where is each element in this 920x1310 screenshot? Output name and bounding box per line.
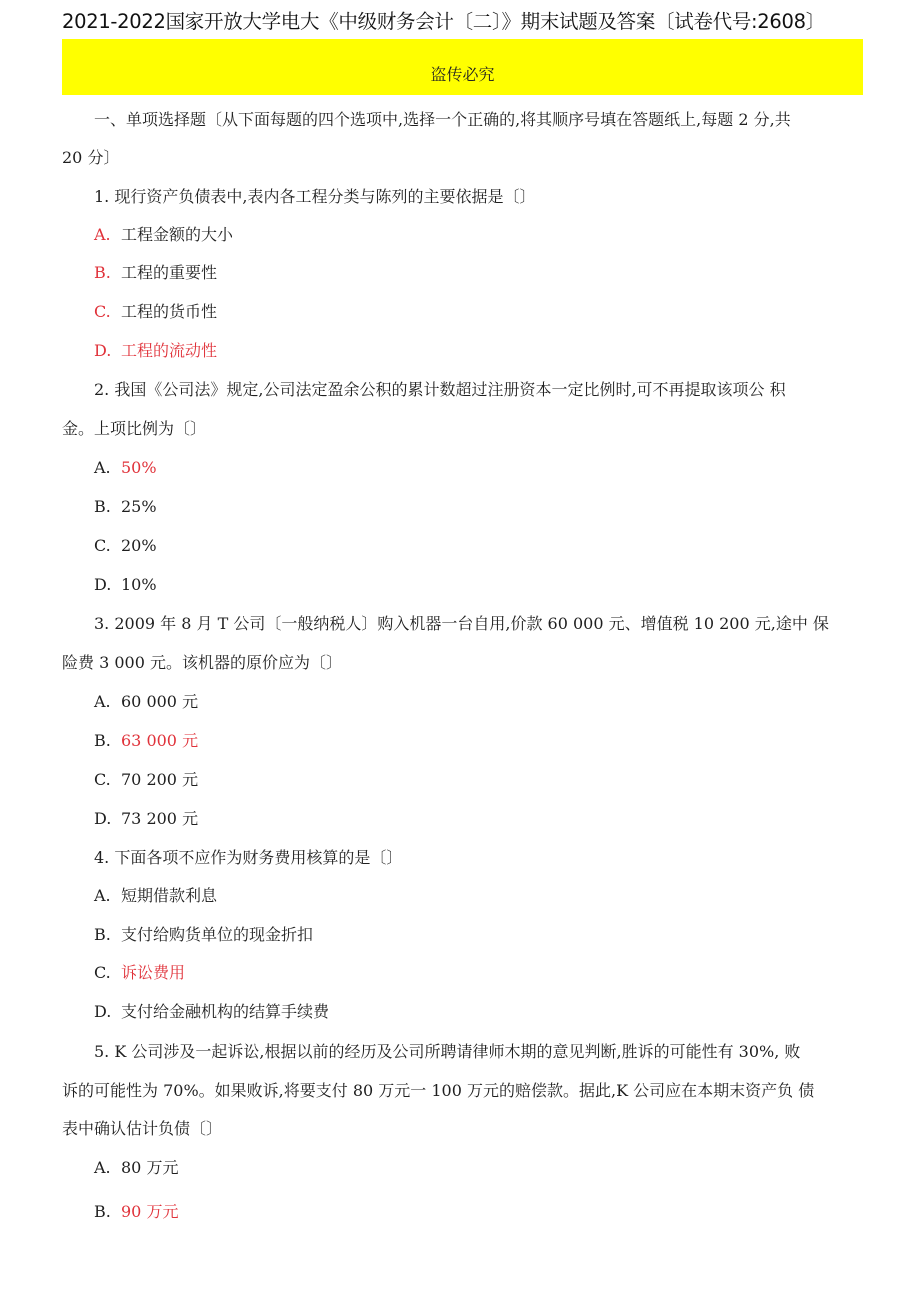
question-3-option-c bbox=[94, 769, 198, 791]
question-2-stem-line2: 金。上项比例为〔〕 bbox=[62, 419, 207, 438]
question-5-option-a bbox=[94, 1157, 178, 1179]
option-text: 60 000 元 bbox=[121, 692, 199, 711]
option-text: 10% bbox=[121, 575, 157, 594]
option-text: 工程的重要性 bbox=[121, 263, 218, 282]
watermark-banner bbox=[62, 39, 863, 95]
question-1-option-b bbox=[94, 262, 217, 284]
question-3-stem-line1: 3. 2009 年 8 月 T 公司〔一般纳税人〕购入机器一台自用,价款 60 000 元、增值税 10 200 元,途中 保 bbox=[94, 614, 829, 633]
section-instructions-line2: 20 分〕 bbox=[62, 148, 120, 167]
option-letter: B. bbox=[94, 925, 111, 944]
question-2-stem-line1: 2. 我国《公司法》规定,公司法定盈余公积的累计数超过注册资本一定比例时,可不再提取该项公 积 bbox=[94, 380, 786, 399]
question-2-option-a-answer bbox=[94, 457, 157, 479]
question-5-stem-line1: 5. K 公司涉及一起诉讼,根据以前的经历及公司所聘请律师木期的意见判断,胜诉的可能性有 30%, 败 bbox=[94, 1042, 801, 1061]
question-1-option-c bbox=[94, 301, 217, 323]
option-letter: D. bbox=[94, 809, 112, 828]
option-text: 73 200 元 bbox=[121, 809, 199, 828]
option-text: 支付给购货单位的现金折扣 bbox=[121, 925, 314, 944]
question-2-option-c bbox=[94, 535, 157, 557]
question-2-option-b bbox=[94, 496, 157, 518]
option-text: 90 万元 bbox=[121, 1202, 179, 1221]
question-3-option-d bbox=[94, 808, 198, 830]
option-letter: C. bbox=[94, 536, 111, 555]
question-3-option-b-answer bbox=[94, 730, 198, 752]
option-letter: A. bbox=[94, 458, 111, 477]
question-4-option-a bbox=[94, 885, 217, 907]
option-text: 工程的货币性 bbox=[121, 302, 218, 321]
option-text: 短期借款利息 bbox=[121, 886, 218, 905]
option-text: 63 000 元 bbox=[121, 731, 199, 750]
option-letter: D. bbox=[94, 575, 112, 594]
question-1-option-a bbox=[94, 224, 233, 246]
option-letter: B. bbox=[94, 497, 111, 516]
option-letter: A. bbox=[94, 1158, 111, 1177]
option-letter: D. bbox=[94, 1002, 112, 1021]
question-1-stem: 1. 现行资产负债表中,表内各工程分类与陈列的主要依据是〔〕 bbox=[94, 187, 536, 206]
question-2-option-d bbox=[94, 574, 157, 596]
question-5-option-b-answer bbox=[94, 1201, 178, 1223]
option-letter: C. bbox=[94, 302, 111, 321]
section-instructions-line1: 一、单项选择题〔从下面每题的四个选项中,选择一个正确的,将其顺序号填在答题纸上,每题 2 分,共 bbox=[94, 110, 791, 129]
option-letter: C. bbox=[94, 770, 111, 789]
question-4-option-b bbox=[94, 924, 313, 946]
option-text: 70 200 元 bbox=[121, 770, 199, 789]
option-text: 诉讼费用 bbox=[121, 963, 186, 982]
option-letter: D. bbox=[94, 341, 112, 360]
option-text: 80 万元 bbox=[121, 1158, 179, 1177]
banner-text: 盗传必究 bbox=[430, 65, 495, 84]
question-4-option-c-answer bbox=[94, 962, 185, 984]
question-1-option-d-answer bbox=[94, 340, 217, 362]
question-4-stem: 4. 下面各项不应作为财务费用核算的是〔〕 bbox=[94, 848, 403, 867]
question-3-stem-line2: 险费 3 000 元。该机器的原价应为〔〕 bbox=[62, 653, 342, 672]
question-3-option-a bbox=[94, 691, 198, 713]
option-text: 支付给金融机构的结算手续费 bbox=[121, 1002, 330, 1021]
option-text: 工程的流动性 bbox=[121, 341, 218, 360]
option-text: 20% bbox=[121, 536, 157, 555]
option-letter: B. bbox=[94, 263, 111, 282]
option-letter: B. bbox=[94, 731, 111, 750]
option-text: 工程金额的大小 bbox=[121, 225, 234, 244]
document-title: 2021-2022国家开放大学电大《中级财务会计〔二〕》期末试题及答案〔试卷代号:2608〕 bbox=[62, 10, 825, 33]
question-5-stem-line2: 诉的可能性为 70%。如果败诉,将要支付 80 万元一 100 万元的赔偿款。据此,K 公司应在本期末资产负 债 bbox=[62, 1081, 815, 1100]
option-letter: A. bbox=[94, 692, 111, 711]
option-letter: A. bbox=[94, 886, 111, 905]
option-text: 50% bbox=[121, 458, 157, 477]
option-letter: C. bbox=[94, 963, 111, 982]
question-4-option-d bbox=[94, 1001, 329, 1023]
option-letter: A. bbox=[94, 225, 111, 244]
option-text: 25% bbox=[121, 497, 157, 516]
question-5-stem-line3: 表中确认估计负债〔〕 bbox=[62, 1119, 223, 1138]
option-letter: B. bbox=[94, 1202, 111, 1221]
